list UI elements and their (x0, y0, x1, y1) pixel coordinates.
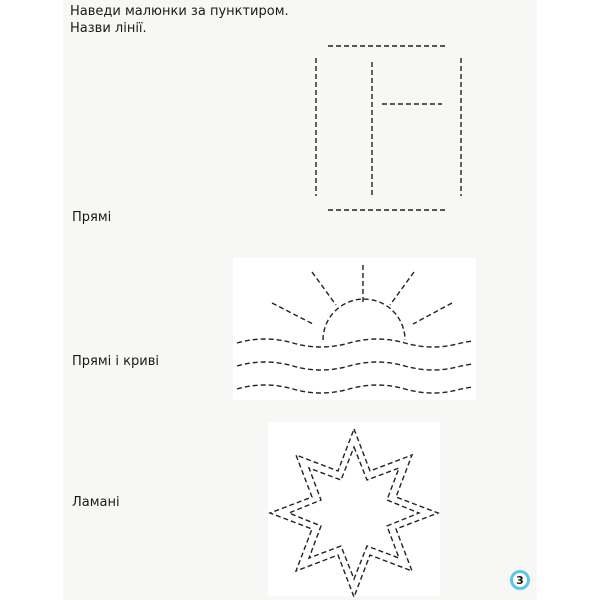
sun-and-waves-figure (237, 265, 472, 393)
instruction-line-2: Назви лінії. (70, 21, 147, 36)
star-inner-outline (289, 447, 419, 579)
wave-line (237, 339, 472, 347)
sun-ray (413, 303, 452, 324)
sun-ray (312, 272, 336, 305)
sun-ray (272, 303, 313, 324)
label-straight-lines: Прямі (72, 210, 112, 225)
straight-lines-figure (316, 46, 461, 210)
instruction-line-1: Наведи малюнки за пунктиром. (70, 4, 289, 19)
label-broken-lines: Ламані (72, 495, 120, 510)
label-straight-and-curved-lines: Прямі і криві (72, 354, 159, 369)
wave-line (237, 385, 472, 393)
page-number-badge: 3 (510, 570, 530, 590)
sun-ray (390, 272, 414, 305)
star-outer-outline (270, 429, 438, 597)
wave-line (237, 362, 472, 370)
star-figure (270, 429, 438, 597)
